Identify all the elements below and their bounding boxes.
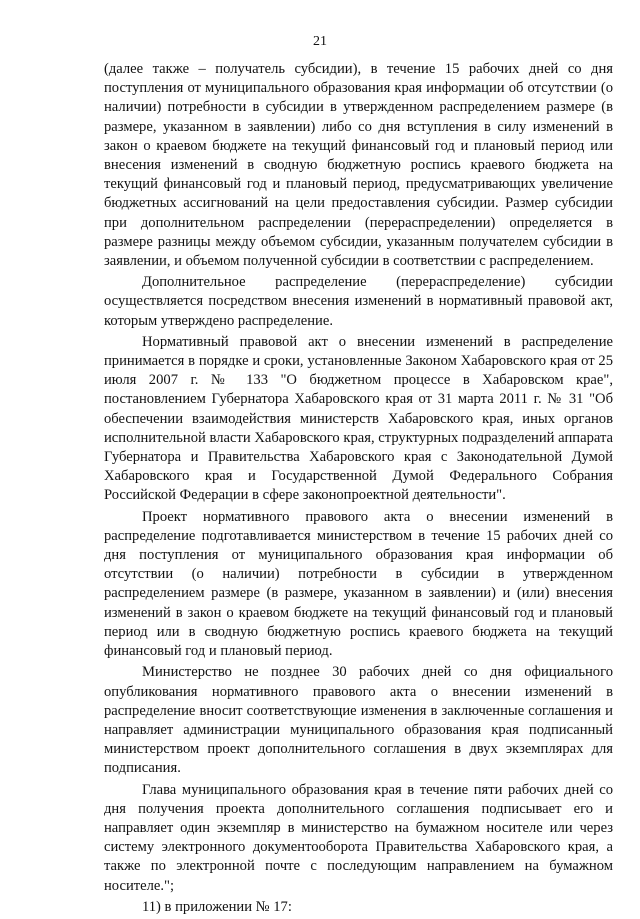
paragraph-additional-distribution: Дополнительное распределение (перераспределение) субсидии осуществляется посредством внесения изменений в нормативный правовой акт, которым утверждено распределение. <box>104 274 613 329</box>
paragraph-continuation: (далее также – получатель субсидии), в течение 15 рабочих дней со дня поступления от муниципального образования края информации об отсутствии (о наличии) потребности в субсидии в утвержденном распределением размере (в размере, указанном в заявлении) либо со дня вступления в силу изменений в закон о краевом бюджете на текущий финансовый год и плановый период или внесения изменений в сводную бюджетную роспись краевого бюджета на текущий финансовый год и плановый период, предусматривающих увеличение бюджетных ассигнований на цели предоставления субсидии. Размер субсидии при дополнительном распределении (перераспределении) определяется в размере разницы между объемом субсидии, указанным получателем субсидии в заявлении, и объемом полученной субсидии в соответствии с распределением. <box>104 61 613 270</box>
list-item-appendix-17: 11) в приложении № 17: <box>142 898 292 915</box>
paragraph-municipal-head: Глава муниципального образования края в течение пяти рабочих дней со дня получения проекта дополнительного соглашения подписывает его и направляет один экземпляр в министерство на бумажном носителе или через систему электронного документооборота Правительства Хабаровского края, а также по электронной почте с последующим направлением на бумажном носителе."; <box>104 781 613 894</box>
paragraph-ministry-agreement: Министерство не позднее 30 рабочих дней со дня официального опубликования нормативного правового акта о внесении изменений в распределение вносит соответствующие изменения в заключенные соглашения и направляет администрации муниципального образования края подписанный министерством проект дополнительного соглашения в двух экземплярах для подписания. <box>104 664 613 777</box>
document-body <box>104 60 613 919</box>
page-number: 21 <box>313 34 327 49</box>
paragraph-draft-act: Проект нормативного правового акта о внесении изменений в распределение подготавливается министерством в течение 15 рабочих дней со дня поступления от муниципального образования края информации об отсутствии (о наличии) потребности в субсидии в утвержденном распределением размере (в размере, указанном в заявлении) и (или) внесения изменений в закон о краевом бюджете на текущий финансовый год и плановый период или в сводную бюджетную роспись краевого бюджета на текущий финансовый год и плановый период. <box>104 508 613 660</box>
paragraph-legal-act: Нормативный правовой акт о внесении изменений в распределение принимается в порядке и сроки, установленные Законом Хабаровского края от 25 июля 2007 г. № 133 "О бюджетном процессе в Хабаровском крае", постановлением Губернатора Хабаровского края от 31 марта 2011 г. № 31 "Об обеспечении взаимодействия министерств Хабаровского края, иных органов исполнительной власти Хабаровского края, структурных подразделений аппарата Губернатора и Правительства Хабаровского края с Законодательной Думой Хабаровского края и Государственной Думой Федерального Собрания Российской Федерации в сфере законопроектной деятельности". <box>104 333 613 504</box>
